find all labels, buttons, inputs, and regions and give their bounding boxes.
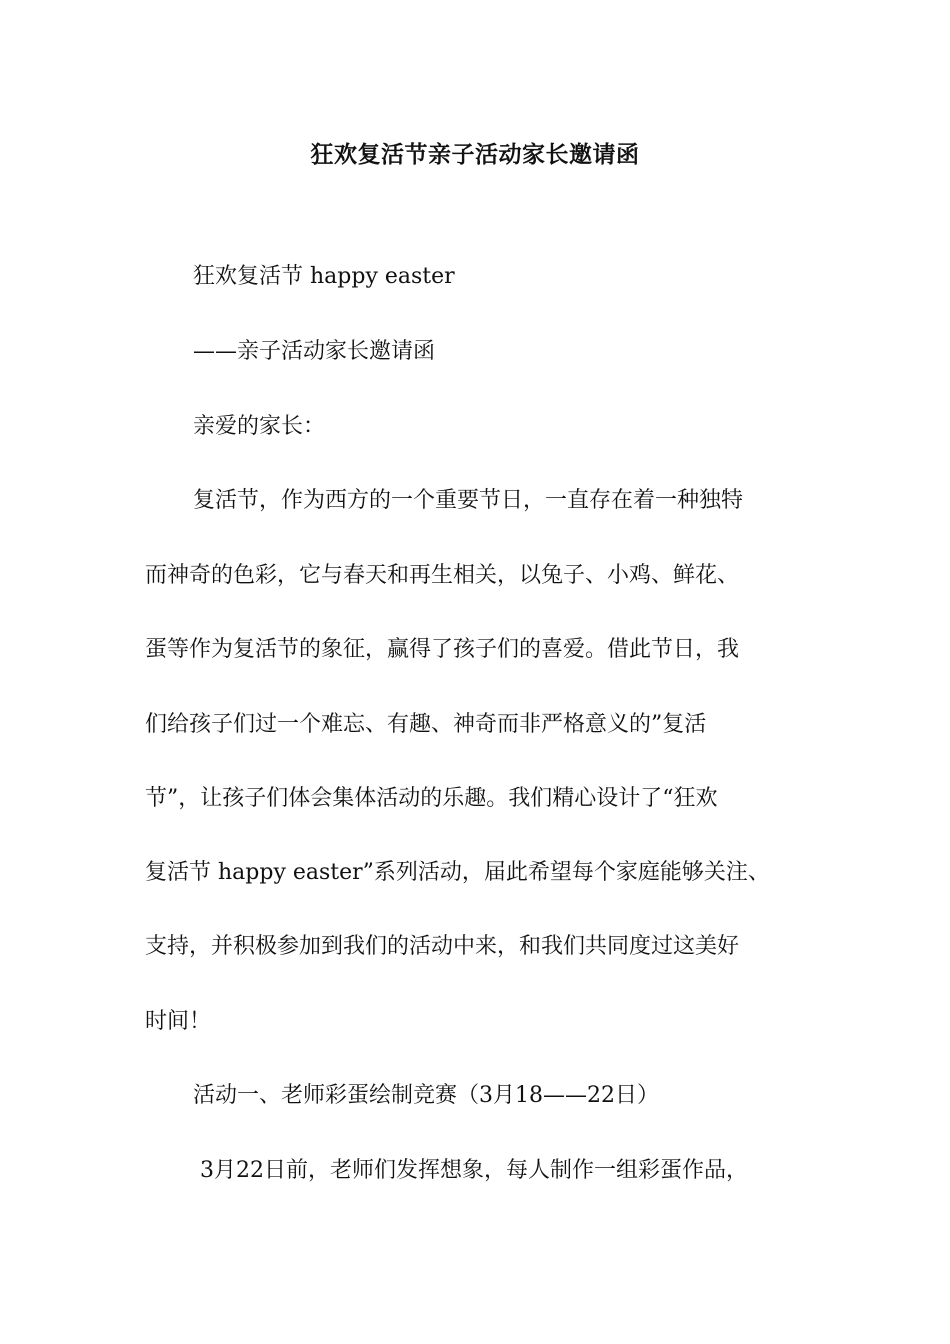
paragraph-line: 节”，让孩子们体会集体活动的乐趣。我们精心设计了“狂欢 (145, 786, 718, 811)
paragraph-line: 支持，并积极参加到我们的活动中来，和我们共同度过这美好 (145, 934, 740, 959)
paragraph-line: 复活节 happy easter”系列活动，届此希望每个家庭能够关注、 (145, 860, 770, 885)
activity-1-title: 活动一、老师彩蛋绘制竞赛（3月18——22日） (193, 1083, 659, 1108)
paragraph-line: 们给孩子们过一个难忘、有趣、神奇而非严格意义的”复活 (145, 712, 707, 737)
heading-line-1: 狂欢复活节 happy easter (193, 264, 455, 289)
paragraph-line: 而神奇的色彩，它与春天和再生相关，以兔子、小鸡、鲜花、 (145, 563, 740, 588)
paragraph-line: 蛋等作为复活节的象征，赢得了孩子们的喜爱。借此节日，我 (145, 637, 740, 662)
paragraph-line: 复活节，作为西方的一个重要节日，一直存在着一种独特 (193, 488, 744, 513)
activity-1-text: 3月22日前，老师们发挥想象，每人制作一组彩蛋作品， (200, 1158, 748, 1183)
paragraph-line: 时间！ (145, 1009, 212, 1034)
heading-line-2: ——亲子活动家长邀请函 (193, 339, 436, 364)
document-title: 狂欢复活节亲子活动家长邀请函 (310, 141, 640, 168)
greeting: 亲爱的家长： (193, 414, 326, 439)
